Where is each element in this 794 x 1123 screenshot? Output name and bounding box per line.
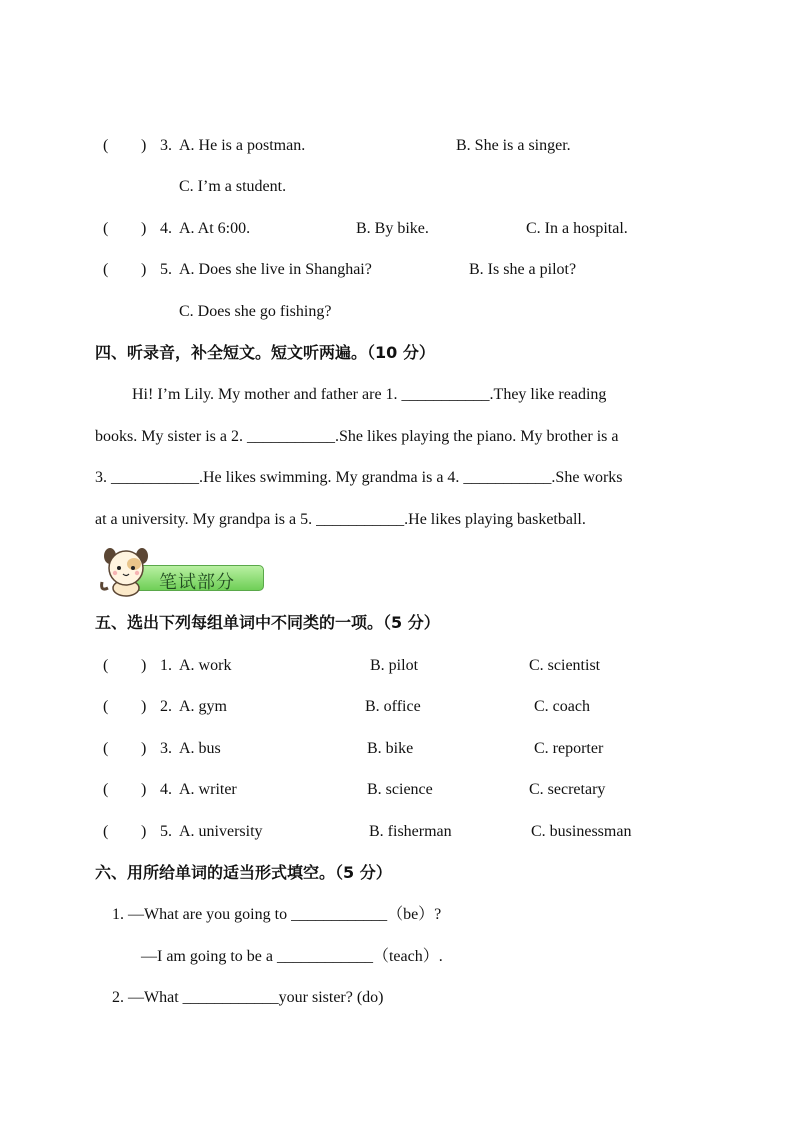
option-c: C. scientist (529, 657, 601, 674)
question-number: 5. (160, 823, 172, 840)
option-a: A. gym (179, 698, 227, 715)
option-c: C. I’m a student. (179, 178, 287, 195)
question-number: 3. (160, 740, 172, 757)
answer-paren-close: ) (141, 823, 147, 840)
banner-label: 笔试部分 (159, 572, 235, 593)
answer-paren-close: ) (141, 261, 147, 278)
question-number: 2. (160, 698, 172, 715)
option-b: B. fisherman (369, 823, 452, 840)
fill-question-1-answer: —I am going to be a ____________（teach）. (141, 948, 443, 965)
option-a: A. At 6:00. (179, 220, 251, 237)
answer-paren-close: ) (141, 657, 147, 674)
answer-paren-close: ) (141, 220, 147, 237)
question-number: 3. (160, 137, 172, 154)
fill-question-2: 2. —What ____________your sister? (do) (112, 989, 384, 1006)
option-c: C. businessman (531, 823, 632, 840)
answer-paren-open: ( (103, 137, 109, 154)
section5-title: 五、选出下列每组单词中不同类的一项。（5 分） (95, 613, 440, 632)
option-c: C. In a hospital. (526, 220, 628, 237)
question-number: 4. (160, 781, 172, 798)
answer-paren-close: ) (141, 740, 147, 757)
option-c: C. Does she go fishing? (179, 303, 332, 320)
fill-question-1: 1. —What are you going to ____________（be）? (112, 906, 442, 923)
answer-paren-open: ( (103, 261, 109, 278)
passage-line-2: books. My sister is a 2. ___________.She likes playing the piano. My brother is a (95, 428, 619, 445)
option-a: A. work (179, 657, 232, 674)
answer-paren-open: ( (103, 698, 109, 715)
option-b: B. science (367, 781, 433, 798)
option-c: C. coach (534, 698, 590, 715)
answer-paren-open: ( (103, 740, 109, 757)
passage-line-4: at a university. My grandpa is a 5. ___________.He likes playing basketball. (95, 511, 586, 528)
option-a: A. Does she live in Shanghai? (179, 261, 372, 278)
answer-paren-close: ) (141, 698, 147, 715)
passage-line-1: Hi! I’m Lily. My mother and father are 1. ___________.They like reading (132, 386, 607, 403)
option-b: B. pilot (370, 657, 419, 674)
question-number: 1. (160, 657, 172, 674)
option-c: C. reporter (534, 740, 604, 757)
option-b: B. bike (367, 740, 414, 757)
section4-title: 四、听录音，补全短文。短文听两遍。（10 分） (95, 343, 435, 362)
option-a: A. writer (179, 781, 237, 798)
written-part-banner (98, 542, 268, 598)
question-number: 4. (160, 220, 172, 237)
option-a: A. university (179, 823, 263, 840)
answer-paren-open: ( (103, 781, 109, 798)
answer-paren-close: ) (141, 781, 147, 798)
answer-paren-open: ( (103, 823, 109, 840)
option-b: B. office (365, 698, 421, 715)
dog-mascot-icon (98, 542, 154, 598)
section6-title: 六、用所给单词的适当形式填空。（5 分） (95, 863, 392, 882)
option-b: B. Is she a pilot? (469, 261, 577, 278)
option-a: A. He is a postman. (179, 137, 306, 154)
passage-line-3: 3. ___________.He likes swimming. My grandma is a 4. ___________.She works (95, 469, 623, 486)
answer-paren-open: ( (103, 657, 109, 674)
option-c: C. secretary (529, 781, 606, 798)
answer-paren-open: ( (103, 220, 109, 237)
option-b: B. She is a singer. (456, 137, 571, 154)
option-b: B. By bike. (356, 220, 429, 237)
question-number: 5. (160, 261, 172, 278)
answer-paren-close: ) (141, 137, 147, 154)
option-a: A. bus (179, 740, 221, 757)
